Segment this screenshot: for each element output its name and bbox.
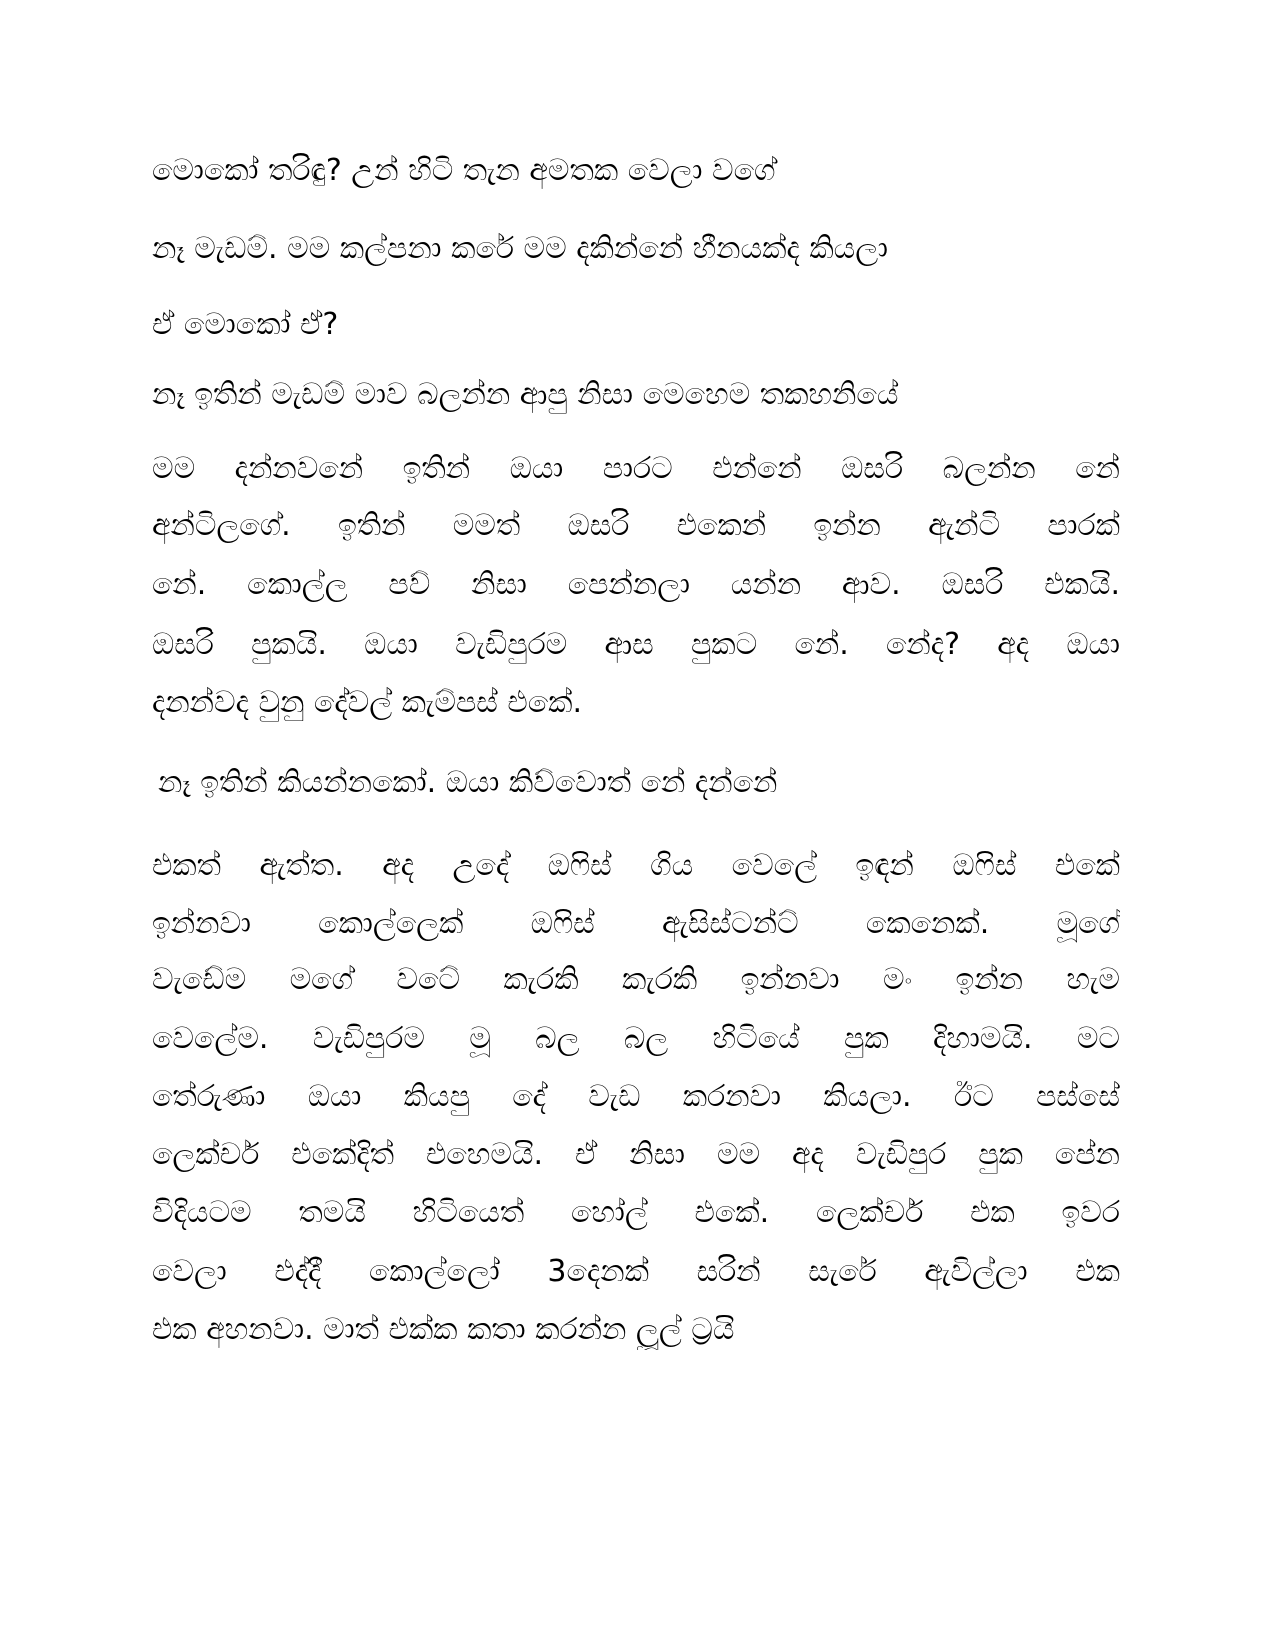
text-line: මොකෝ තරිඳු? උන් හිටි තැන අමතක වෙලා වගේ: [152, 153, 776, 188]
text-line: වෙලේම. වැඩිපුරම මූ බල බල හිටියේ පුක දිහාමයි. මට: [152, 1021, 1120, 1056]
text-line: වෙලා එද්දී කොල්ලෝ 3දෙනක් සරින් සැරේ ඇවිල්ලා එක: [152, 1254, 1120, 1289]
text-line: විදියටම තමයි හිටියෙත් හෝල් එකේ. ලෙක්චර් එක ඉවර: [152, 1195, 1120, 1230]
text-line: නෑ ඉතින් කියන්නකෝ. ඔයා කිව්වොත් නේ දන්නේ: [158, 765, 778, 800]
text-line: ඒ මොකෝ ඒ?: [152, 307, 339, 342]
text-line: මම දන්නවනේ ඉතින් ඔයා පාරට එන්නේ ඔසරි බලන්න නේ: [152, 451, 1120, 486]
text-line: ලෙක්චර් එකේදිත් එහෙමයි. ඒ නිසා මම අද වැඩිපුර පුක පේන: [152, 1137, 1120, 1172]
text-line: අන්ටිලගේ. ඉතින් මමත් ඔසරි එකෙන් ඉන්න ඇන්ටි පාරක්: [152, 508, 1120, 543]
text-line: ඉන්නවා කොල්ලෙක් ඔෆිස් ඇසිස්ටන්ට් කෙනෙක්. මූගේ: [152, 906, 1120, 941]
text-line: එක අහනවා. මාත් එක්ක කතා කරන්න ලූල් ට්‍රයි: [152, 1312, 735, 1347]
text-line: එකත් ඇත්ත. අද උදේ ඔෆිස් ගිය වෙලේ ඉඳන් ඔෆිස් එකේ: [152, 848, 1120, 883]
text-line: වැඩේම මගේ වටේ කැරකි කැරකි ඉන්නවා මං ඉන්න හැම: [152, 962, 1120, 997]
text-line: දනන්වද වුනු දේවල් කැම්පස් එකේ.: [152, 685, 583, 720]
text-line: නෑ මැඩම්. මම කල්පනා කරේ මම දකින්නේ හීනයක්ද කියලා: [152, 231, 889, 266]
text-line: තේරුණා ඔයා කියපු දේ වැඩ කරනවා කියලා. ඊට පස්සේ: [152, 1079, 1120, 1114]
text-line: නේ. කොල්ල පව් නිසා පෙන්නලා යන්න ආව. ඔසරි එකයි.: [152, 567, 1120, 602]
text-line: නෑ ඉතින් මැඩම් මාව බලන්න ආපු නිසා මෙහෙම තකහනියේ: [152, 377, 899, 412]
text-line: ඔසරි පුකයි. ඔයා වැඩිපුරම ආස පුකට නේ. නේද? අද ඔයා: [152, 627, 1120, 662]
